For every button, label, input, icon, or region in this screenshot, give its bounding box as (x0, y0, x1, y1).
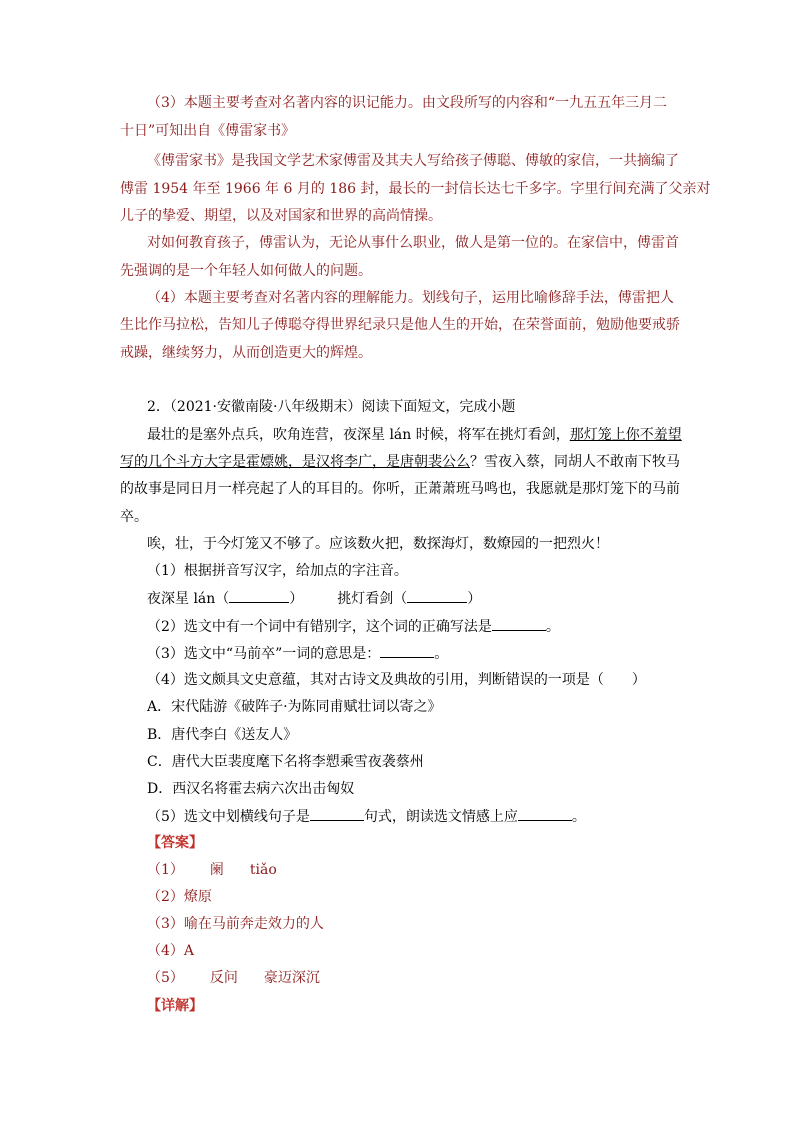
subquestion-2-text: （2）选文中有一个词中有错别字，这个词的正确写法是 (147, 619, 492, 635)
subquestion-3-end: 。 (434, 646, 449, 662)
blank-b[interactable] (407, 588, 467, 603)
answer-5-value-2: 豪迈深沉 (263, 970, 320, 986)
blank-q5-a[interactable] (310, 806, 364, 821)
answer-1-value-1: 阑 (209, 862, 224, 878)
passage-line-1-text: 最壮的是塞外点兵，吹角连营，夜深星 lán 时候，将军在挑灯看剑， (147, 427, 570, 443)
subquestion-3-text: （3）选文中“马前卒”一词的意思是： (147, 646, 381, 662)
passage-line-4: 卒。 (120, 509, 148, 525)
passage-line-3: 的故事是同日月一样亮起了人的耳目的。你听，正萧萧班马鸣也，我愿就是那灯笼下的马前 (120, 481, 680, 497)
blank-b-end: ） (467, 591, 482, 607)
explain-book-line-2: 傅雷 1954 年至 1966 年 6 月的 186 封，最长的一封信长达七千多字。字里行间充满了父亲对 (120, 181, 711, 197)
answer-2: （2）燎原 (147, 889, 212, 905)
subquestion-5-text: （5）选文中划横线句子是 (147, 809, 310, 825)
answer-1 (147, 860, 277, 880)
subquestion-5 (147, 806, 586, 826)
passage-line-2 (120, 452, 680, 472)
answer-5-num: （5） (147, 970, 184, 986)
passage-line-1 (147, 425, 682, 445)
subquestion-3 (147, 643, 448, 663)
detail-tag: 【详解】 (147, 998, 203, 1014)
explain-book-line-3: 儿子的挚爱、期望，以及对国家和世界的高尚情操。 (120, 208, 442, 224)
subquestion-4: （4）选文颇具文史意蕴，其对古诗文及典故的引用，判断错误的一项是（ ） (147, 672, 646, 688)
explain-book-line-1: 《傅雷家书》是我国文学艺术家傅雷及其夫人写给孩子傅聪、傅敏的家信，一共摘编了 (147, 153, 679, 169)
explain-4-line-3: 戒躁，继续努力，从而创造更大的辉煌。 (120, 345, 372, 361)
explain-3-line-1: （3）本题主要考查对名著内容的识记能力。由文段所写的内容和“一九五五年三月二 (147, 95, 668, 111)
passage-paragraph-2: 唉，壮，于今灯笼又不够了。应该数火把，数探海灯，数燎园的一把烈火！ (147, 536, 609, 552)
answer-1-num: （1） (147, 862, 184, 878)
passage-line-2-text: ？雪夜入蔡，同胡人不敢南下牧马 (470, 454, 680, 470)
blank-q3[interactable] (380, 643, 434, 658)
subquestion-5-mid: 句式，朗读选文情感上应 (363, 809, 518, 825)
option-c[interactable]: C．唐代大臣裴度麾下名将李愬乘雪夜袭蔡州 (147, 754, 424, 770)
explain-3-line-2: 十日”可知出自《傅雷家书》 (120, 123, 296, 139)
answer-3: （3）喻在马前奔走效力的人 (147, 916, 324, 932)
answer-4: （4）A (147, 943, 195, 959)
subquestion-5-end: 。 (571, 809, 586, 825)
blank-q2[interactable] (492, 616, 546, 631)
answer-1-value-2: tiǎo (249, 862, 277, 878)
explain-4-line-1: （4）本题主要考查对名著内容的理解能力。划线句子，运用比喻修辞手法，傅雷把人 (147, 290, 674, 306)
blank-a-end: ） (289, 591, 304, 607)
blank-q5-b[interactable] (518, 806, 572, 821)
answer-5-value-1: 反问 (209, 970, 238, 986)
blank-a[interactable] (229, 588, 289, 603)
subquestion-1-blanks (147, 588, 481, 608)
explain-4-line-2: 生比作马拉松，告知儿子傅聪夺得世界纪录只是他人生的开始，在荣誉面前，勉励他要戒骄 (120, 317, 680, 333)
option-b[interactable]: B．唐代李白《送友人》 (147, 727, 298, 743)
explain-edu-line-1: 对如何教育孩子，傅雷认为，无论从事什么职业，做人是第一位的。在家信中，傅雷首 (147, 235, 679, 251)
subquestion-1: （1）根据拼音写汉字，给加点的字注音。 (147, 563, 408, 579)
subquestion-2-end: 。 (545, 619, 560, 635)
passage-underlined-1: 那灯笼上你不羞望 (569, 427, 682, 443)
subquestion-2 (147, 616, 560, 636)
passage-underlined-2: 写的几个斗方大字是霍嫖姚，是汉将李广，是唐朝裴公么 (120, 454, 470, 470)
option-d[interactable]: D．西汉名将霍去病六次出击匈奴 (147, 781, 355, 797)
option-a[interactable]: A．宋代陆游《破阵子·为陈同甫赋壮词以寄之》 (147, 699, 442, 715)
question-header: 2．（2021·安徽南陵·八年级期末）阅读下面短文，完成小题 (147, 399, 516, 415)
answer-tag: 【答案】 (147, 835, 203, 851)
blank-b-label: 挑灯看剑（ (337, 591, 408, 607)
answer-5 (147, 968, 320, 988)
blank-a-label: 夜深星 lán（ (147, 591, 230, 607)
explain-edu-line-2: 先强调的是一个年轻人如何做人的问题。 (120, 263, 372, 279)
